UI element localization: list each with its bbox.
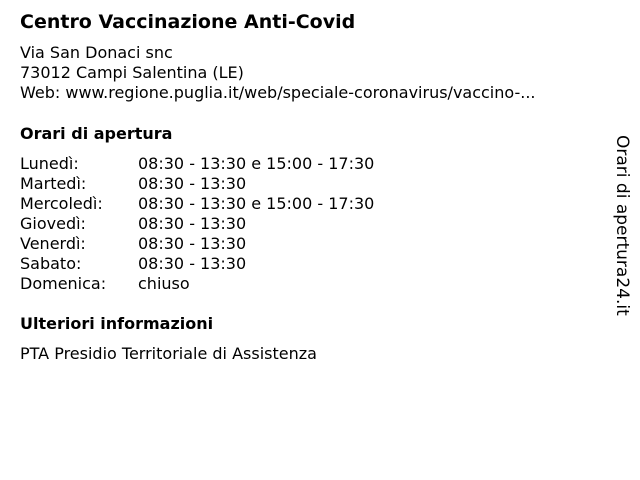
city-address: 73012 Campi Salentina (LE)	[20, 63, 244, 82]
street-address: Via San Donaci snc	[20, 43, 173, 62]
day-label: Sabato:	[20, 254, 82, 273]
website-link[interactable]: Web: www.regione.puglia.it/web/speciale-coronavirus/vaccino-...	[20, 83, 536, 102]
time-value: 08:30 - 13:30	[138, 214, 247, 233]
day-label: Martedì:	[20, 174, 87, 193]
address-block	[20, 43, 536, 103]
time-value: chiuso	[138, 274, 190, 293]
time-value: 08:30 - 13:30	[138, 174, 247, 193]
day-label: Venerdì:	[20, 234, 86, 253]
day-label: Giovedì:	[20, 214, 86, 233]
time-value: 08:30 - 13:30 e 15:00 - 17:30	[138, 194, 375, 213]
page-title: Centro Vaccinazione Anti-Covid	[20, 11, 356, 33]
info-heading: Ulteriori informazioni	[20, 314, 214, 333]
time-value: 08:30 - 13:30 e 15:00 - 17:30	[138, 154, 375, 173]
day-label: Lunedì:	[20, 154, 79, 173]
day-label: Domenica:	[20, 274, 107, 293]
day-label: Mercoledì:	[20, 194, 103, 213]
time-value: 08:30 - 13:30	[138, 254, 247, 273]
info-text: PTA Presidio Territoriale di Assistenza	[20, 344, 317, 363]
hours-heading: Orari di apertura	[20, 124, 173, 143]
time-value: 08:30 - 13:30	[138, 234, 247, 253]
site-watermark: Orari di apertura24.it	[612, 135, 632, 316]
